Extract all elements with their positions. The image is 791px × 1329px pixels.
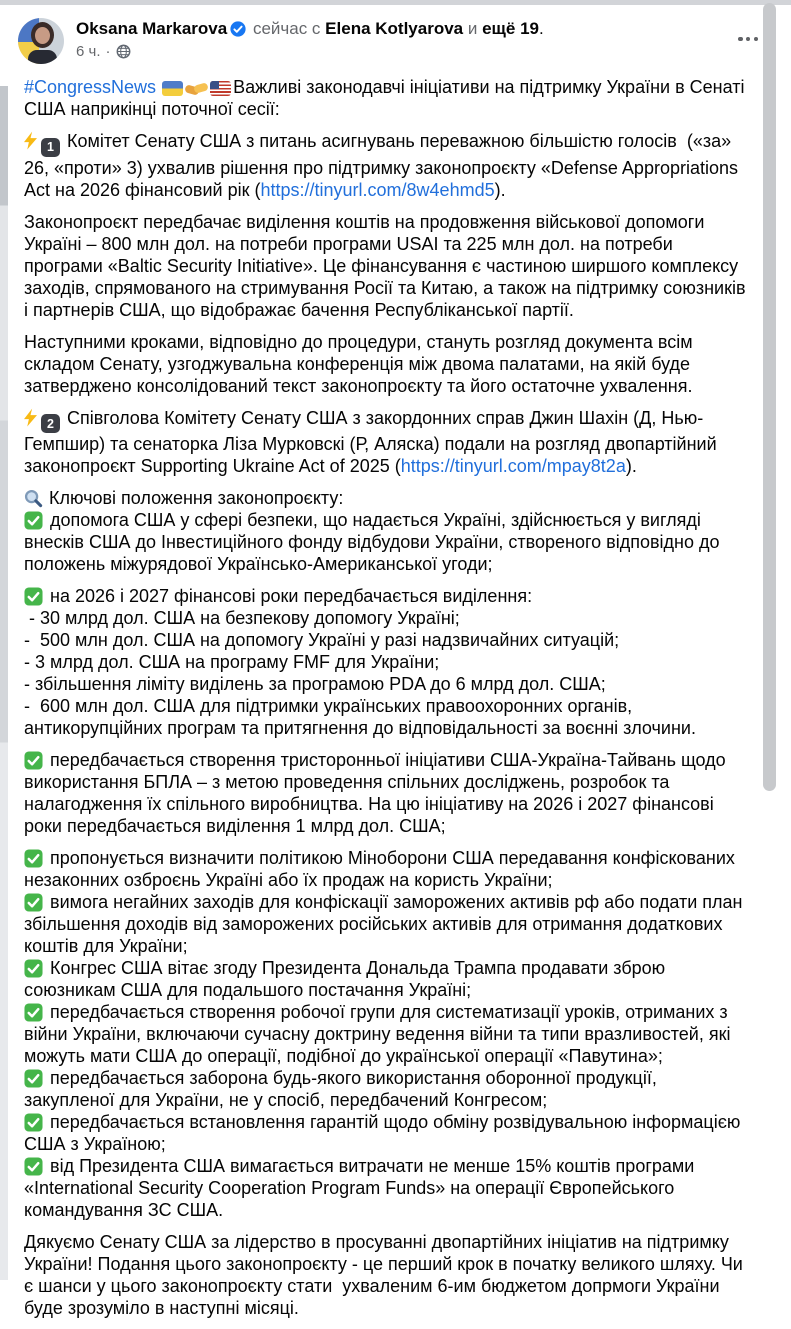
text-run bbox=[156, 77, 161, 97]
text-run: Наступними кроками, відповідно до процедури, стануть розгляд документа всім складом Сенату, узгоджувальна конференція між двома палатами, на якій буде затверджено консолідований текст законопроєкту та його остаточне ухвалення. bbox=[24, 331, 698, 396]
dot-separator: · bbox=[105, 43, 111, 60]
text-run: - 3 млрд дол. США на програму FMF для України; bbox=[24, 652, 440, 672]
text-run: - 600 млн дол. США для підтримки українських правоохоронних органів, антикорупційних програм та притягнення до відповідальності за воєнні злочини. bbox=[24, 696, 696, 738]
lightning-icon bbox=[24, 408, 37, 427]
post-paragraph bbox=[24, 76, 750, 120]
post-paragraph bbox=[24, 1231, 746, 1319]
text-run: вимога негайних заходів для конфіскації заморожених активів рф або подати план збільшення доходів від заморожених російських активів для отримання додаткових коштів для України; bbox=[24, 892, 748, 956]
more-options-button[interactable] bbox=[732, 27, 764, 51]
verified-badge-icon bbox=[230, 18, 246, 40]
external-link[interactable]: https://tinyurl.com/8w4ehmd5 bbox=[260, 179, 495, 200]
avatar[interactable] bbox=[18, 18, 64, 64]
text-run: Важливі законодавчі ініціативи на підтримку України в Сенаті США наприкінці поточної сесії: bbox=[24, 77, 750, 119]
context-period: . bbox=[538, 19, 544, 38]
post-paragraph bbox=[24, 585, 746, 739]
text-run: Конгрес США вітає згоду Президента Дональда Трампа продавати зброю союзникам США для подальшого постачання Україні; bbox=[24, 958, 671, 1000]
text-run: на 2026 і 2027 фінансові роки передбачається виділення: bbox=[45, 586, 533, 606]
post-paragraph bbox=[24, 407, 746, 478]
green-checkmark-icon bbox=[24, 1003, 43, 1022]
post-paragraph bbox=[24, 130, 746, 201]
text-run: передбачається створення робочої групи для систематизації уроків, отриманих з війни України, включаючи сучасну доктрину ведення війни та типи вразливостей, які можуть мати США до операції, подібної до української операції «Павутина»; bbox=[24, 1002, 736, 1066]
ellipsis-icon bbox=[738, 37, 742, 41]
green-checkmark-icon bbox=[24, 511, 43, 530]
post-byline bbox=[76, 18, 544, 40]
post-paragraph bbox=[24, 211, 751, 321]
green-checkmark-icon bbox=[24, 1069, 43, 1088]
text-run: передбачається встановлення гарантій щодо обміну розвідувальною інформацією США з Україною; bbox=[24, 1112, 746, 1154]
us-flag-icon bbox=[210, 81, 231, 96]
post-paragraph bbox=[24, 847, 746, 1221]
scrollbar-thumb[interactable] bbox=[763, 3, 776, 791]
hashtag-link[interactable]: #CongressNews bbox=[24, 77, 157, 97]
timestamp-link[interactable]: 6 ч. bbox=[76, 43, 101, 60]
text-run: Комітет Сенату США з питань асигнувань переважною більшістю голосів («за» 26, «проти» 3) ухвалив рішення про підтримку законопроєкту «Defense Appropriations Act на 2026 фінансовий рік ( bbox=[24, 131, 743, 200]
text-run: Співголова Комітету Сенату США з закордонних справ Джин Шахін (Д, Нью-Гемпшир) та сенаторка Ліза Мурковскі (Р, Аляска) подали на розгляд двопартійний законопроєкт Supporting Ukraine Act of 2025 ( bbox=[24, 407, 722, 476]
background-edge bbox=[0, 86, 8, 1280]
green-checkmark-icon bbox=[24, 1113, 43, 1132]
text-run: від Президента США вимагається витрачати не менше 15% коштів програми «International Security Cooperation Program Funds» на операції Європейського командування ЗС США. bbox=[24, 1156, 700, 1220]
avatar-face bbox=[35, 27, 50, 44]
text-run: - 30 млрд дол. США на безпекову допомогу Україні; bbox=[24, 608, 460, 628]
post-header bbox=[8, 5, 778, 64]
context-prefix: сейчас с bbox=[252, 19, 321, 38]
avatar-body bbox=[28, 50, 57, 64]
text-run: ). bbox=[494, 179, 506, 200]
more-tagged-link[interactable]: ещё 19 bbox=[482, 19, 539, 38]
globe-icon bbox=[116, 44, 131, 59]
ellipsis-icon bbox=[746, 37, 750, 41]
text-run: Дякуємо Сенату США за лідерство в просуванні двопартійних ініціатив на підтримку України! Подання цього законопроєкту - це перший крок в початку великого шляху. Чи є шанси у цього законопроєкту стати ухваленим 6-им бюджетом допрмоги України буде зрозуміло в наступні місяці. bbox=[24, 1232, 748, 1318]
post-text bbox=[8, 64, 778, 1319]
text-run: - збільшення ліміту виділень за програмою PDA до 6 млрд дол. США; bbox=[24, 674, 606, 694]
ukraine-flag-icon bbox=[162, 81, 183, 96]
post-card bbox=[8, 5, 778, 1329]
text-run: передбачається створення тристоронньої ініціативи США-Україна-Тайвань щодо використання БПЛА – з метою проведення спільних досліджень, розробок та налагодження їх спільного виробництва. На цю ініціативу на 2026 і 2027 фінансові роки передбачається виділення 1 млрд дол. США; bbox=[24, 750, 731, 836]
green-checkmark-icon bbox=[24, 751, 43, 770]
context-conjunction: и bbox=[467, 19, 478, 38]
keycap-digit-icon: 2 bbox=[41, 414, 60, 433]
lightning-icon bbox=[24, 131, 37, 150]
text-run: Ключові положення законопроєкту: bbox=[44, 488, 344, 508]
text-run: - 500 млн дол. США на допомогу Україні у разі надзвичайних ситуацій; bbox=[24, 630, 620, 650]
post-meta bbox=[76, 43, 544, 60]
green-checkmark-icon bbox=[24, 849, 43, 868]
header-text bbox=[76, 18, 544, 60]
handshake-icon bbox=[185, 81, 208, 96]
magnifier-icon bbox=[24, 489, 43, 508]
green-checkmark-icon bbox=[24, 587, 43, 606]
green-checkmark-icon bbox=[24, 1157, 43, 1176]
external-link[interactable]: https://tinyurl.com/mpay8t2a bbox=[400, 456, 626, 476]
green-checkmark-icon bbox=[24, 893, 43, 912]
ellipsis-icon bbox=[754, 37, 758, 41]
text-run: пропонується визначити політикою Міноборони США передавання конфіскованих незаконних озброєнь Україні або їх продаж на користь України; bbox=[24, 848, 740, 890]
green-checkmark-icon bbox=[24, 959, 43, 978]
post-paragraph bbox=[24, 331, 746, 397]
post-paragraph bbox=[24, 487, 746, 575]
text-run: допомога США у сфері безпеки, що надається Україні, здійснюється у вигляді внесків США до Інвестиційного фонду відбудови України, створеного відповідно до положень міжурядової Українсько-Американської угоди; bbox=[24, 510, 725, 574]
tagged-person-link[interactable]: Elena Kotlyarova bbox=[325, 19, 464, 38]
keycap-digit-icon: 1 bbox=[41, 138, 60, 157]
author-name-link[interactable]: Oksana Markarova bbox=[76, 19, 228, 38]
text-run: передбачається заборона будь-якого використання оборонної продукції, закупленої для України, не у спосіб, передбачений Конгресом; bbox=[24, 1068, 662, 1110]
text-run: ). bbox=[625, 456, 637, 476]
text-run: Законопроєкт передбачає виділення коштів на продовження військової допомоги Україні – 800 млн дол. на потреби програми USAI та 225 млн дол. на потреби програми «Baltic Security Initiative». Це фінансування є частиною ширшого комплексу заходів, спрямованого на стримування Росії та Китаю, а також на підтримку союзників і партнерів США, що відображає бачення Республіканської партії. bbox=[24, 211, 751, 320]
post-paragraph bbox=[24, 749, 746, 837]
